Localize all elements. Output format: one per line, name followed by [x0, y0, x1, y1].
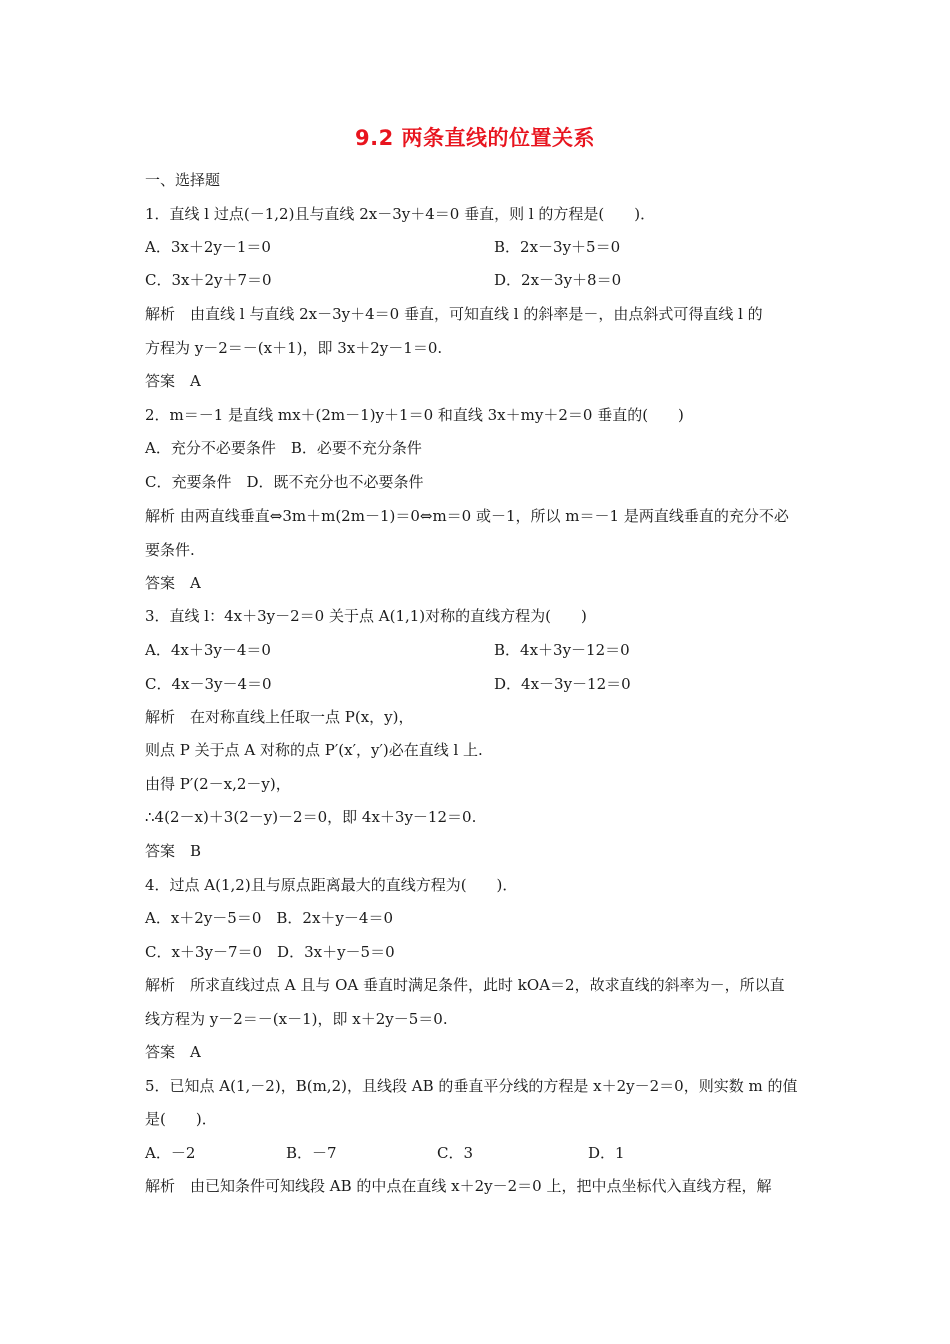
q5-analysis-line-1: 解析 由已知条件可知线段 AB 的中点在直线 x＋2y－2＝0 上，把中点坐标代入直线方程，解: [145, 1177, 772, 1195]
q5-stem-line-1: 5．已知点 A(1,－2)，B(m,2)，且线段 AB 的垂直平分线的方程是 x＋2y－2＝0，则实数 m 的值: [145, 1077, 798, 1095]
q2-options-cd: C．充要条件 D．既不充分也不必要条件: [145, 473, 424, 491]
q5-option-a: A．－2: [145, 1144, 196, 1162]
q1-option-c: C．3x＋2y＋7＝0: [145, 271, 272, 289]
q3-analysis-line-1: 解析 在对称直线上任取一点 P(x，y)，: [145, 708, 414, 726]
q4-options-ab: A．x＋2y－5＝0 B．2x＋y－4＝0: [145, 909, 393, 927]
q4-answer: 答案 A: [145, 1043, 201, 1061]
q2-analysis-line-2: 要条件.: [145, 541, 195, 559]
page-title: 9.2 两条直线的位置关系: [354, 126, 595, 150]
q4-stem: 4．过点 A(1,2)且与原点距离最大的直线方程为( )．: [145, 876, 518, 894]
q4-options-cd: C．x＋3y－7＝0 D．3x＋y－5＝0: [145, 943, 395, 961]
q5-stem-line-2: 是( )．: [145, 1110, 217, 1128]
q1-stem: 1．直线 l 过点(－1,2)且与直线 2x－3y＋4＝0 垂直，则 l 的方程是( )．: [145, 205, 656, 223]
q5-option-d: D．1: [588, 1144, 625, 1162]
q3-analysis-line-2: 则点 P 关于点 A 对称的点 P′(x′，y′)必在直线 l 上.: [145, 741, 483, 759]
q3-answer: 答案 B: [145, 842, 202, 860]
q1-answer: 答案 A: [145, 372, 201, 390]
section-heading: 一、选择题: [145, 171, 221, 189]
q3-option-b: B．4x＋3y－12＝0: [494, 641, 630, 659]
q5-option-c: C．3: [437, 1144, 474, 1162]
q4-analysis-line-1: 解析 所求直线过点 A 且与 OA 垂直时满足条件，此时 kOA＝2，故求直线的斜率为－，所以直: [145, 976, 785, 994]
q1-option-d: D．2x－3y＋8＝0: [494, 271, 622, 289]
q2-answer: 答案 A: [145, 574, 201, 592]
q1-analysis-line-2: 方程为 y－2＝－(x＋1)，即 3x＋2y－1＝0.: [145, 339, 443, 357]
q3-analysis-line-4: ∴4(2－x)＋3(2－y)－2＝0，即 4x＋3y－12＝0.: [145, 808, 477, 826]
q2-analysis-line-1: 解析 由两直线垂直⇔3m＋m(2m－1)＝0⇔m＝0 或－1，所以 m＝－1 是两直线垂直的充分不必: [145, 507, 789, 525]
q1-analysis-line-1: 解析 由直线 l 与直线 2x－3y＋4＝0 垂直，可知直线 l 的斜率是－，由点斜式可得直线 l 的: [145, 305, 763, 323]
q4-analysis-line-2: 线方程为 y－2＝－(x－1)，即 x＋2y－5＝0.: [145, 1010, 448, 1028]
q5-option-b: B．－7: [286, 1144, 337, 1162]
q1-option-b: B．2x－3y＋5＝0: [494, 238, 621, 256]
q3-analysis-line-3: 由得 P′(2－x,2－y)，: [145, 775, 291, 793]
q3-option-a: A．4x＋3y－4＝0: [145, 641, 271, 659]
q3-stem: 3．直线 l：4x＋3y－2＝0 关于点 A(1,1)对称的直线方程为( ): [145, 607, 587, 625]
q1-option-a: A．3x＋2y－1＝0: [145, 238, 271, 256]
q2-options-ab: A．充分不必要条件 B．必要不充分条件: [145, 439, 422, 457]
q3-option-c: C．4x－3y－4＝0: [145, 675, 272, 693]
q3-option-d: D．4x－3y－12＝0: [494, 675, 631, 693]
q2-stem: 2．m＝－1 是直线 mx＋(2m－1)y＋1＝0 和直线 3x＋my＋2＝0 垂直的( ): [145, 406, 684, 424]
